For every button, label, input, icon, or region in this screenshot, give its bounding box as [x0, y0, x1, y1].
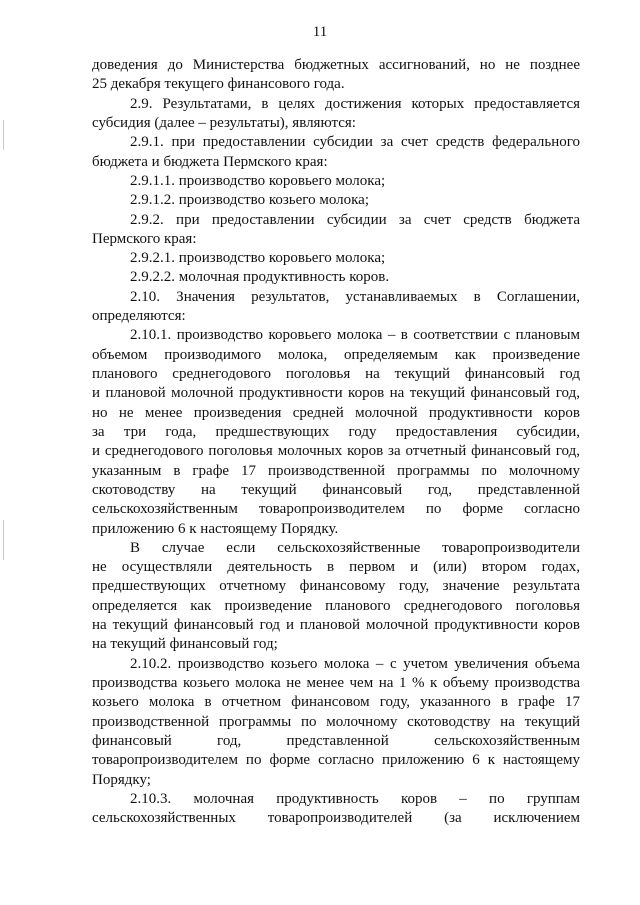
- text-line: 2.10. Значения результатов, устанавливаемых в Соглашении,: [130, 288, 580, 305]
- text-line: бюджета и бюджета Пермского края:: [92, 153, 328, 170]
- text-line: скотоводству на текущий финансовый год, представленной: [92, 481, 580, 498]
- text-line: Порядку;: [92, 771, 151, 788]
- text-line: 2.9.1. при предоставлении субсидии за счет средств федерального: [130, 134, 580, 151]
- text-line: товаропроизводителем по форме согласно приложению 6 к настоящему: [92, 752, 580, 769]
- text-line: козьего молока в отчетном финансовом году, указанного в графе 17: [92, 694, 580, 711]
- text-line: 2.9.1.2. производство козьего молока;: [130, 192, 369, 209]
- text-line: и плановой молочной продуктивности коров на текущий финансовый год,: [92, 385, 580, 402]
- text-line: на текущий финансовый год;: [92, 636, 278, 653]
- scan-margin-mark: [3, 520, 4, 560]
- text-line: 2.9.2. при предоставлении субсидии за счет средств бюджета: [130, 211, 580, 228]
- text-line: доведения до Министерства бюджетных ассигнований, но не позднее: [92, 57, 580, 73]
- text-line: не осуществляли деятельность в первом и (или) втором годах,: [92, 559, 580, 576]
- text-line: на текущий финансовый год и плановой молочной продуктивности коров: [92, 617, 580, 634]
- text-line: приложению 6 к настоящему Порядку.: [92, 520, 339, 537]
- text-line: 2.9.1.1. производство коровьего молока;: [130, 172, 386, 189]
- text-line: 2.9.2.1. производство коровьего молока;: [130, 250, 386, 267]
- text-line: производства козьего молока не менее чем на 1 % к объему производства: [92, 675, 580, 691]
- text-line: и среднегодового поголовья молочных коров за отчетный финансовый год,: [92, 443, 580, 460]
- page-number: 11: [312, 24, 328, 40]
- text-line: производственной программы по молочному скотоводству на текущий: [92, 713, 580, 730]
- text-line: но не менее произведения средней молочной продуктивности коров: [92, 404, 580, 421]
- scan-margin-mark: [3, 120, 4, 150]
- text-line: определяются:: [92, 308, 186, 325]
- text-line: финансовый год, представленной сельскохозяйственным: [92, 732, 580, 749]
- text-line: Пермского края:: [92, 230, 197, 247]
- text-line: субсидия (далее – результаты), являются:: [92, 114, 356, 131]
- text-line: определяется как произведение планового среднегодового поголовья: [92, 597, 580, 614]
- text-line: сельскохозяйственным товаропроизводителем по форме согласно: [92, 501, 580, 518]
- text-line: 2.9. Результатами, в целях достижения которых предоставляется: [130, 95, 580, 112]
- document-body: [92, 56, 580, 829]
- text-line: предшествующих отчетному финансовому году, значение результата: [92, 578, 580, 595]
- text-line: 2.9.2.2. молочная продуктивность коров.: [130, 269, 390, 286]
- text-line: указанным в графе 17 производственной программы по молочному: [92, 462, 580, 479]
- text-line: сельскохозяйственных товаропроизводителей (за исключением: [92, 810, 580, 827]
- text-line: 2.10.2. производство козьего молока – с учетом увеличения объема: [130, 655, 580, 672]
- text-line: 2.10.1. производство коровьего молока – в соответствии с плановым: [130, 327, 580, 344]
- text-line: объемом производимого молока, определяемым как произведение: [92, 346, 580, 363]
- text-line: планового среднегодового поголовья на текущий финансовый год: [92, 366, 580, 382]
- text-line: 25 декабря текущего финансового года.: [92, 76, 345, 93]
- text-line: В случае если сельскохозяйственные товаропроизводители: [130, 539, 580, 556]
- text-line: 2.10.3. молочная продуктивность коров – по группам: [130, 790, 580, 807]
- text-line: за три года, предшествующих году предоставления субсидии,: [92, 423, 580, 440]
